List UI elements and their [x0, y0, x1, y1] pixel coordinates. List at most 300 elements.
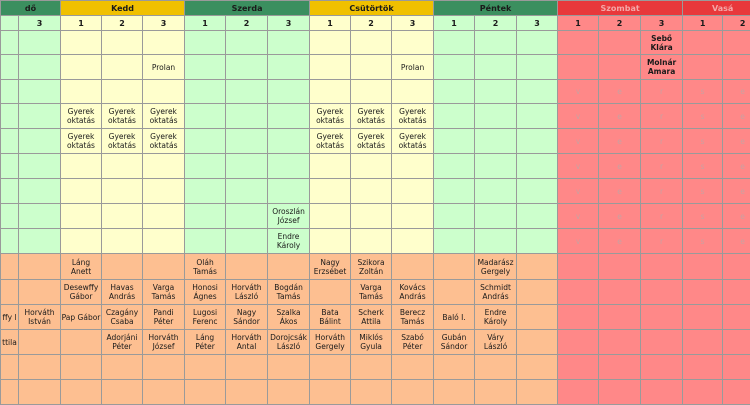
schedule-cell[interactable]	[310, 355, 351, 380]
schedule-cell[interactable]	[102, 204, 143, 229]
schedule-cell[interactable]	[19, 154, 61, 179]
schedule-cell[interactable]	[143, 380, 185, 405]
schedule-cell[interactable]	[434, 254, 475, 280]
schedule-cell[interactable]: Gyerek oktatás	[102, 104, 143, 129]
schedule-cell[interactable]	[517, 179, 558, 204]
schedule-cell[interactable]: Váry László	[475, 330, 517, 355]
schedule-cell[interactable]	[517, 55, 558, 80]
schedule-cell[interactable]	[310, 280, 351, 305]
schedule-cell[interactable]	[475, 129, 517, 154]
schedule-cell[interactable]: ffy l	[1, 305, 19, 330]
schedule-cell[interactable]	[517, 280, 558, 305]
schedule-cell[interactable]: Gubán Sándor	[434, 330, 475, 355]
schedule-cell[interactable]: e	[723, 154, 750, 179]
schedule-cell[interactable]	[434, 280, 475, 305]
schedule-cell[interactable]	[351, 179, 392, 204]
schedule-cell[interactable]	[61, 330, 102, 355]
schedule-cell[interactable]	[517, 104, 558, 129]
schedule-cell[interactable]	[19, 229, 61, 254]
schedule-cell[interactable]	[641, 254, 683, 280]
schedule-cell[interactable]	[102, 80, 143, 104]
shift-number-cell[interactable]: 2	[599, 16, 641, 31]
schedule-cell[interactable]	[475, 355, 517, 380]
schedule-cell[interactable]: Czagány Csaba	[102, 305, 143, 330]
schedule-cell[interactable]	[268, 129, 310, 154]
schedule-cell[interactable]: e	[599, 229, 641, 254]
schedule-cell[interactable]: r	[641, 104, 683, 129]
schedule-cell[interactable]	[1, 229, 19, 254]
schedule-cell[interactable]: Havas András	[102, 280, 143, 305]
schedule-cell[interactable]	[1, 179, 19, 204]
schedule-cell[interactable]	[143, 179, 185, 204]
schedule-cell[interactable]: ttila	[1, 330, 19, 355]
schedule-cell[interactable]	[61, 380, 102, 405]
schedule-cell[interactable]	[268, 154, 310, 179]
schedule-cell[interactable]: Endre Károly	[475, 305, 517, 330]
schedule-cell[interactable]	[310, 154, 351, 179]
schedule-cell[interactable]	[558, 380, 599, 405]
schedule-cell[interactable]	[392, 179, 434, 204]
schedule-cell[interactable]: Láng Péter	[185, 330, 226, 355]
schedule-cell[interactable]: Horváth Gergely	[310, 330, 351, 355]
schedule-cell[interactable]	[475, 204, 517, 229]
schedule-cell[interactable]	[310, 229, 351, 254]
day-header[interactable]: Kedd	[61, 1, 185, 16]
schedule-cell[interactable]: Gyerek oktatás	[310, 104, 351, 129]
schedule-cell[interactable]	[599, 280, 641, 305]
schedule-cell[interactable]	[558, 280, 599, 305]
schedule-cell[interactable]	[517, 129, 558, 154]
day-header[interactable]: Szerda	[185, 1, 310, 16]
schedule-cell[interactable]: r	[641, 80, 683, 104]
schedule-cell[interactable]	[392, 154, 434, 179]
day-header[interactable]: Csütörtök	[310, 1, 434, 16]
schedule-cell[interactable]	[641, 355, 683, 380]
schedule-cell[interactable]	[61, 229, 102, 254]
schedule-cell[interactable]	[185, 179, 226, 204]
schedule-cell[interactable]: s	[683, 154, 723, 179]
schedule-cell[interactable]	[599, 305, 641, 330]
schedule-cell[interactable]	[185, 380, 226, 405]
schedule-cell[interactable]	[143, 31, 185, 55]
schedule-cell[interactable]	[143, 254, 185, 280]
schedule-cell[interactable]	[683, 254, 723, 280]
schedule-cell[interactable]	[185, 31, 226, 55]
shift-number-cell[interactable]: 2	[102, 16, 143, 31]
schedule-cell[interactable]	[1, 154, 19, 179]
shift-number-cell[interactable]: 1	[434, 16, 475, 31]
schedule-cell[interactable]: e	[723, 229, 750, 254]
schedule-cell[interactable]	[185, 129, 226, 154]
schedule-cell[interactable]	[143, 80, 185, 104]
schedule-cell[interactable]	[683, 55, 723, 80]
schedule-cell[interactable]: Szikora Zoltán	[351, 254, 392, 280]
schedule-cell[interactable]: Bogdán Tamás	[268, 280, 310, 305]
schedule-cell[interactable]	[185, 55, 226, 80]
schedule-cell[interactable]	[226, 129, 268, 154]
schedule-cell[interactable]	[19, 380, 61, 405]
shift-number-cell[interactable]: 3	[517, 16, 558, 31]
schedule-cell[interactable]	[1, 204, 19, 229]
schedule-cell[interactable]: Pap Gábor	[61, 305, 102, 330]
schedule-cell[interactable]	[351, 229, 392, 254]
schedule-cell[interactable]	[268, 254, 310, 280]
schedule-cell[interactable]	[683, 355, 723, 380]
schedule-cell[interactable]: r	[641, 154, 683, 179]
schedule-cell[interactable]	[351, 55, 392, 80]
schedule-cell[interactable]	[310, 380, 351, 405]
schedule-cell[interactable]	[434, 380, 475, 405]
schedule-cell[interactable]	[351, 80, 392, 104]
schedule-cell[interactable]	[185, 80, 226, 104]
schedule-cell[interactable]: Szalka Ákos	[268, 305, 310, 330]
schedule-cell[interactable]	[310, 179, 351, 204]
schedule-cell[interactable]	[434, 80, 475, 104]
schedule-cell[interactable]	[475, 154, 517, 179]
schedule-cell[interactable]: Bata Bálint	[310, 305, 351, 330]
schedule-cell[interactable]: s	[683, 129, 723, 154]
schedule-cell[interactable]	[19, 80, 61, 104]
schedule-cell[interactable]	[434, 355, 475, 380]
schedule-cell[interactable]	[310, 204, 351, 229]
schedule-cell[interactable]	[517, 380, 558, 405]
schedule-cell[interactable]	[683, 280, 723, 305]
schedule-cell[interactable]	[185, 154, 226, 179]
schedule-cell[interactable]: Schmidt András	[475, 280, 517, 305]
schedule-cell[interactable]	[226, 380, 268, 405]
schedule-cell[interactable]: s	[683, 104, 723, 129]
schedule-cell[interactable]: r	[641, 129, 683, 154]
schedule-cell[interactable]	[475, 229, 517, 254]
schedule-cell[interactable]	[517, 204, 558, 229]
schedule-cell[interactable]	[226, 254, 268, 280]
schedule-cell[interactable]	[268, 55, 310, 80]
schedule-cell[interactable]	[61, 154, 102, 179]
schedule-cell[interactable]	[61, 31, 102, 55]
schedule-cell[interactable]	[517, 305, 558, 330]
schedule-cell[interactable]	[392, 380, 434, 405]
schedule-cell[interactable]: Pandi Péter	[143, 305, 185, 330]
shift-number-cell[interactable]: 3	[143, 16, 185, 31]
schedule-cell[interactable]: Lugosi Ferenc	[185, 305, 226, 330]
schedule-cell[interactable]: e	[599, 104, 641, 129]
schedule-cell[interactable]: e	[599, 154, 641, 179]
schedule-cell[interactable]	[558, 31, 599, 55]
schedule-cell[interactable]	[683, 31, 723, 55]
shift-number-cell[interactable]: 2	[351, 16, 392, 31]
shift-number-cell[interactable]: 1	[558, 16, 599, 31]
schedule-cell[interactable]	[641, 330, 683, 355]
schedule-cell[interactable]	[434, 55, 475, 80]
schedule-cell[interactable]	[641, 380, 683, 405]
schedule-cell[interactable]	[19, 330, 61, 355]
schedule-cell[interactable]	[392, 31, 434, 55]
schedule-cell[interactable]	[61, 80, 102, 104]
schedule-cell[interactable]	[517, 229, 558, 254]
schedule-cell[interactable]	[392, 204, 434, 229]
schedule-cell[interactable]: Gyerek oktatás	[392, 129, 434, 154]
schedule-cell[interactable]: Endre Károly	[268, 229, 310, 254]
schedule-cell[interactable]	[185, 229, 226, 254]
schedule-cell[interactable]	[434, 31, 475, 55]
schedule-cell[interactable]: Gyerek oktatás	[143, 104, 185, 129]
shift-number-cell[interactable]: 1	[61, 16, 102, 31]
schedule-cell[interactable]	[102, 31, 143, 55]
schedule-cell[interactable]	[475, 31, 517, 55]
schedule-cell[interactable]	[19, 204, 61, 229]
schedule-cell[interactable]	[19, 355, 61, 380]
schedule-cell[interactable]: Gyerek oktatás	[61, 104, 102, 129]
schedule-cell[interactable]	[185, 204, 226, 229]
schedule-cell[interactable]	[268, 80, 310, 104]
schedule-cell[interactable]	[351, 355, 392, 380]
schedule-cell[interactable]: e	[723, 80, 750, 104]
schedule-cell[interactable]: e	[723, 104, 750, 129]
schedule-cell[interactable]: s	[683, 229, 723, 254]
schedule-cell[interactable]	[268, 380, 310, 405]
schedule-cell[interactable]	[599, 380, 641, 405]
schedule-cell[interactable]	[517, 330, 558, 355]
schedule-cell[interactable]	[723, 355, 750, 380]
schedule-cell[interactable]: Sebő Klára	[641, 31, 683, 55]
schedule-cell[interactable]: e	[599, 204, 641, 229]
day-header[interactable]: Szombat	[558, 1, 683, 16]
shift-number-cell[interactable]: 1	[310, 16, 351, 31]
schedule-cell[interactable]	[310, 31, 351, 55]
schedule-cell[interactable]	[102, 154, 143, 179]
schedule-cell[interactable]	[143, 229, 185, 254]
schedule-cell[interactable]	[268, 355, 310, 380]
schedule-cell[interactable]: e	[599, 179, 641, 204]
schedule-cell[interactable]	[599, 254, 641, 280]
schedule-cell[interactable]	[434, 229, 475, 254]
schedule-cell[interactable]	[226, 55, 268, 80]
schedule-cell[interactable]: Varga Tamás	[143, 280, 185, 305]
schedule-cell[interactable]: Gyerek oktatás	[143, 129, 185, 154]
schedule-cell[interactable]	[143, 355, 185, 380]
schedule-cell[interactable]	[641, 305, 683, 330]
schedule-cell[interactable]: Gyerek oktatás	[102, 129, 143, 154]
schedule-cell[interactable]: v	[558, 104, 599, 129]
schedule-cell[interactable]	[310, 80, 351, 104]
schedule-cell[interactable]	[351, 204, 392, 229]
schedule-cell[interactable]	[558, 305, 599, 330]
schedule-cell[interactable]	[102, 179, 143, 204]
schedule-cell[interactable]: r	[641, 179, 683, 204]
schedule-cell[interactable]	[226, 229, 268, 254]
schedule-cell[interactable]: v	[558, 154, 599, 179]
schedule-cell[interactable]	[185, 104, 226, 129]
schedule-cell[interactable]	[268, 31, 310, 55]
schedule-cell[interactable]	[641, 280, 683, 305]
schedule-cell[interactable]: Madarász Gergely	[475, 254, 517, 280]
schedule-cell[interactable]	[517, 154, 558, 179]
schedule-cell[interactable]: e	[723, 129, 750, 154]
shift-number-cell[interactable]: 2	[475, 16, 517, 31]
schedule-cell[interactable]	[723, 305, 750, 330]
schedule-cell[interactable]	[226, 355, 268, 380]
schedule-cell[interactable]: e	[599, 80, 641, 104]
schedule-cell[interactable]	[1, 55, 19, 80]
schedule-cell[interactable]	[683, 380, 723, 405]
schedule-cell[interactable]	[226, 179, 268, 204]
schedule-cell[interactable]: e	[599, 129, 641, 154]
schedule-cell[interactable]	[434, 154, 475, 179]
schedule-cell[interactable]: v	[558, 204, 599, 229]
schedule-cell[interactable]: Prolan	[143, 55, 185, 80]
schedule-cell[interactable]	[61, 204, 102, 229]
schedule-cell[interactable]: Horváth István	[19, 305, 61, 330]
schedule-cell[interactable]	[1, 80, 19, 104]
schedule-cell[interactable]: Gyerek oktatás	[310, 129, 351, 154]
schedule-cell[interactable]: Desewffy Gábor	[61, 280, 102, 305]
schedule-cell[interactable]	[475, 80, 517, 104]
schedule-cell[interactable]	[475, 55, 517, 80]
schedule-cell[interactable]	[434, 129, 475, 154]
shift-number-cell[interactable]: 3	[268, 16, 310, 31]
schedule-cell[interactable]	[19, 179, 61, 204]
schedule-cell[interactable]: Gyerek oktatás	[351, 129, 392, 154]
schedule-cell[interactable]	[599, 330, 641, 355]
schedule-cell[interactable]	[226, 154, 268, 179]
schedule-cell[interactable]	[351, 31, 392, 55]
schedule-cell[interactable]	[599, 55, 641, 80]
schedule-cell[interactable]: Nagy Sándor	[226, 305, 268, 330]
schedule-cell[interactable]	[185, 355, 226, 380]
schedule-cell[interactable]	[61, 55, 102, 80]
schedule-cell[interactable]	[558, 330, 599, 355]
schedule-cell[interactable]	[226, 204, 268, 229]
schedule-cell[interactable]	[268, 104, 310, 129]
schedule-cell[interactable]	[19, 104, 61, 129]
schedule-cell[interactable]	[392, 80, 434, 104]
schedule-cell[interactable]	[475, 104, 517, 129]
schedule-cell[interactable]: s	[683, 80, 723, 104]
schedule-cell[interactable]	[723, 55, 750, 80]
schedule-cell[interactable]	[351, 154, 392, 179]
schedule-cell[interactable]	[558, 355, 599, 380]
schedule-cell[interactable]	[392, 254, 434, 280]
schedule-cell[interactable]: r	[641, 204, 683, 229]
schedule-cell[interactable]	[434, 104, 475, 129]
schedule-cell[interactable]: Dorojcsák László	[268, 330, 310, 355]
schedule-cell[interactable]: Horváth Antal	[226, 330, 268, 355]
schedule-cell[interactable]: Gyerek oktatás	[392, 104, 434, 129]
schedule-cell[interactable]: v	[558, 229, 599, 254]
schedule-cell[interactable]	[143, 154, 185, 179]
shift-number-cell[interactable]: 2	[723, 16, 750, 31]
shift-number-cell[interactable]: 2	[226, 16, 268, 31]
schedule-cell[interactable]: s	[683, 179, 723, 204]
schedule-cell[interactable]: v	[558, 80, 599, 104]
schedule-cell[interactable]	[392, 229, 434, 254]
schedule-cell[interactable]: Horváth József	[143, 330, 185, 355]
schedule-cell[interactable]: Gyerek oktatás	[61, 129, 102, 154]
schedule-cell[interactable]: Molnár Amara	[641, 55, 683, 80]
schedule-cell[interactable]	[102, 254, 143, 280]
shift-number-cell[interactable]	[1, 16, 19, 31]
schedule-cell[interactable]	[19, 129, 61, 154]
schedule-cell[interactable]: v	[558, 179, 599, 204]
schedule-cell[interactable]	[723, 31, 750, 55]
schedule-cell[interactable]	[599, 355, 641, 380]
schedule-cell[interactable]	[723, 254, 750, 280]
schedule-cell[interactable]: Nagy Erzsébet	[310, 254, 351, 280]
schedule-cell[interactable]	[19, 55, 61, 80]
schedule-cell[interactable]: Horváth László	[226, 280, 268, 305]
schedule-cell[interactable]	[1, 254, 19, 280]
schedule-cell[interactable]	[392, 355, 434, 380]
schedule-cell[interactable]	[558, 55, 599, 80]
schedule-cell[interactable]	[61, 355, 102, 380]
shift-number-cell[interactable]: 3	[19, 16, 61, 31]
schedule-cell[interactable]	[226, 80, 268, 104]
schedule-cell[interactable]	[723, 280, 750, 305]
schedule-cell[interactable]	[1, 31, 19, 55]
schedule-cell[interactable]	[102, 380, 143, 405]
schedule-cell[interactable]	[434, 179, 475, 204]
day-header[interactable]: Vasá	[683, 1, 750, 16]
schedule-cell[interactable]: e	[723, 204, 750, 229]
schedule-cell[interactable]	[226, 31, 268, 55]
schedule-cell[interactable]	[102, 55, 143, 80]
schedule-cell[interactable]: v	[558, 129, 599, 154]
schedule-cell[interactable]	[723, 380, 750, 405]
schedule-cell[interactable]	[683, 330, 723, 355]
schedule-cell[interactable]	[517, 254, 558, 280]
shift-number-cell[interactable]: 3	[641, 16, 683, 31]
schedule-cell[interactable]	[268, 179, 310, 204]
schedule-cell[interactable]: Gyerek oktatás	[351, 104, 392, 129]
schedule-cell[interactable]	[102, 355, 143, 380]
schedule-cell[interactable]	[61, 179, 102, 204]
schedule-cell[interactable]	[558, 254, 599, 280]
schedule-cell[interactable]	[683, 305, 723, 330]
schedule-cell[interactable]	[517, 31, 558, 55]
schedule-cell[interactable]	[599, 31, 641, 55]
schedule-cell[interactable]: Prolan	[392, 55, 434, 80]
schedule-cell[interactable]	[19, 280, 61, 305]
schedule-cell[interactable]	[434, 204, 475, 229]
schedule-cell[interactable]: r	[641, 229, 683, 254]
schedule-cell[interactable]	[19, 254, 61, 280]
shift-number-cell[interactable]: 1	[683, 16, 723, 31]
schedule-cell[interactable]: Oroszlán József	[268, 204, 310, 229]
shift-number-cell[interactable]: 1	[185, 16, 226, 31]
schedule-cell[interactable]	[351, 380, 392, 405]
day-header[interactable]: dő	[1, 1, 61, 16]
schedule-cell[interactable]: s	[683, 204, 723, 229]
schedule-cell[interactable]	[102, 229, 143, 254]
schedule-cell[interactable]: Scherk Attila	[351, 305, 392, 330]
schedule-cell[interactable]: Baló I.	[434, 305, 475, 330]
schedule-cell[interactable]	[517, 355, 558, 380]
schedule-cell[interactable]: Miklós Gyula	[351, 330, 392, 355]
schedule-cell[interactable]: Varga Tamás	[351, 280, 392, 305]
schedule-cell[interactable]	[723, 330, 750, 355]
schedule-cell[interactable]	[475, 179, 517, 204]
schedule-cell[interactable]	[1, 104, 19, 129]
schedule-cell[interactable]: Szabó Péter	[392, 330, 434, 355]
schedule-cell[interactable]	[517, 80, 558, 104]
schedule-cell[interactable]: Kovács András	[392, 280, 434, 305]
schedule-cell[interactable]: e	[723, 179, 750, 204]
schedule-cell[interactable]	[1, 129, 19, 154]
schedule-cell[interactable]	[1, 280, 19, 305]
schedule-cell[interactable]	[1, 355, 19, 380]
schedule-cell[interactable]: Oláh Tamás	[185, 254, 226, 280]
schedule-cell[interactable]	[143, 204, 185, 229]
